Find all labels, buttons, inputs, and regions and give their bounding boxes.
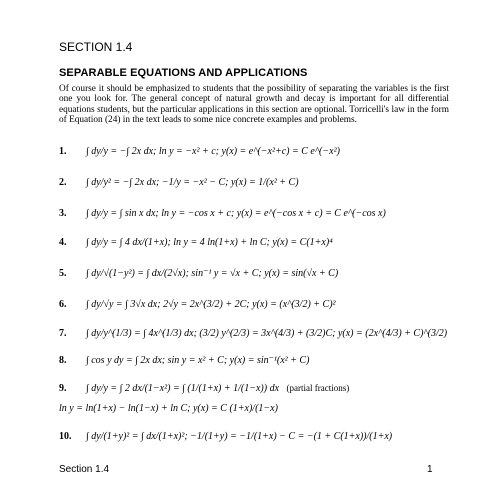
- problem-number: 4.: [59, 237, 67, 248]
- problem-equation: [86, 383, 349, 394]
- problem-equation: ∫ dy/y^(1/3) = ∫ 4x^(1/3) dx; (3/2) y^(2/3) = 3x^(4/3) + (3/2)C; y(x) = (2x^(4/3) + C)^(3/2): [86, 328, 448, 339]
- problem-equation: ∫ dy/y = −∫ 2x dx; ln y = −x² + c; y(x) = e^(−x²+c) = C e^(−x²): [86, 146, 340, 157]
- problem-number: 7.: [59, 328, 67, 339]
- problem-equation: ∫ dy/y = ∫ sin x dx; ln y = −cos x + c; y(x) = e^(−cos x + c) = C e^(−cos x): [86, 208, 386, 219]
- problem-number: 3.: [59, 208, 67, 219]
- problem-equation: ∫ dy/y = ∫ 4 dx/(1+x); ln y = 4 ln(1+x) + ln C; y(x) = C(1+x)⁴: [86, 237, 333, 248]
- footer-page-number: 1: [427, 464, 433, 475]
- section-title: SECTION 1.4: [59, 40, 133, 54]
- section-heading: SEPARABLE EQUATIONS AND APPLICATIONS: [59, 67, 308, 79]
- problem-number: 10.: [59, 431, 72, 442]
- problem-equation: ∫ dy/(1+y)² = ∫ dx/(1+x)²; −1/(1+y) = −1/(1+x) − C = −(1 + C(1+x))/(1+x): [86, 431, 393, 442]
- problem-number: 6.: [59, 299, 67, 310]
- problem-equation: ∫ dy/√y = ∫ 3√x dx; 2√y = 2x^(3/2) + 2C; y(x) = (x^(3/2) + C)²: [86, 299, 336, 310]
- problem-equation-line2: ln y = ln(1+x) − ln(1−x) + ln C; y(x) = C (1+x)/(1−x): [59, 403, 278, 414]
- problem-equation: ∫ cos y dy = ∫ 2x dx; sin y = x² + C; y(x) = sin⁻¹(x² + C): [86, 355, 310, 366]
- problem-equation: ∫ dy/√(1−y²) = ∫ dx/(2√x); sin⁻¹ y = √x + C; y(x) = sin(√x + C): [86, 268, 339, 279]
- problem-number: 2.: [59, 177, 67, 188]
- problem-number: 1.: [59, 146, 67, 157]
- problem-note: (partial fractions): [286, 383, 350, 393]
- problem-number: 9.: [59, 383, 67, 394]
- problem-equation-main: ∫ dy/y = ∫ 2 dx/(1−x²) = ∫ (1/(1+x) + 1/(1−x)) dx: [86, 383, 280, 394]
- problem-equation: ∫ dy/y² = −∫ 2x dx; −1/y = −x² − C; y(x) = 1/(x² + C): [86, 177, 299, 188]
- problem-number: 8.: [59, 355, 67, 366]
- intro-paragraph: Of course it should be emphasized to students that the possibility of separating the variables is the first one you look for. The general concept of natural growth and decay is important for all differential equations students, but the particular applications in this section are optional. Torricelli's law in the form of Equation (24) in the text leads to some nice concrete examples and problems.: [59, 84, 449, 126]
- footer-section-label: Section 1.4: [59, 464, 110, 475]
- problem-number: 5.: [59, 268, 67, 279]
